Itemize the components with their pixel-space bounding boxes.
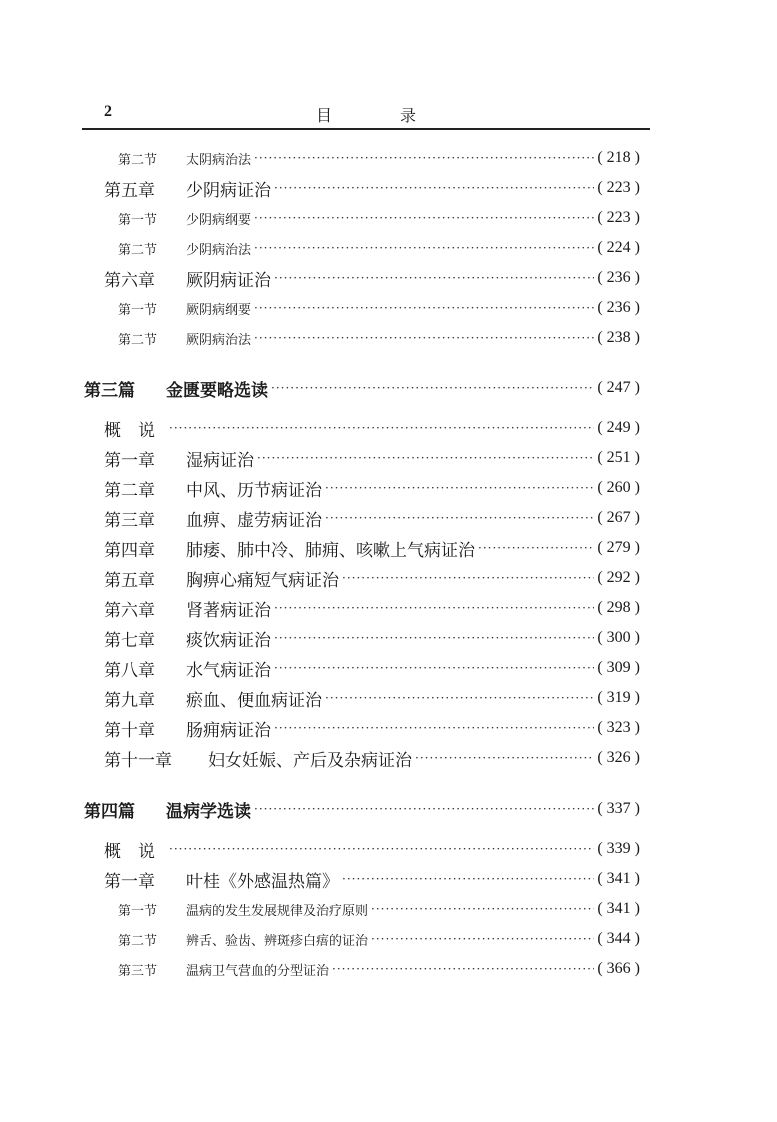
- dot-leader: [342, 571, 594, 585]
- toc-entry: [104, 745, 640, 771]
- dot-leader: [371, 932, 594, 946]
- entry-page: ( 298 ): [597, 599, 640, 616]
- entry-title: 温病的发生发展规律及治疗原则: [186, 903, 369, 919]
- toc-entry: [118, 205, 640, 231]
- entry-page: ( 339 ): [597, 840, 640, 857]
- toc-entry: [118, 325, 640, 351]
- entry-page: ( 366 ): [597, 960, 640, 977]
- entry-page: ( 292 ): [597, 569, 640, 586]
- toc-entry: [104, 655, 640, 681]
- dot-leader: [274, 721, 594, 735]
- entry-title: 中风、历节病证治: [186, 480, 322, 501]
- dot-leader: [274, 271, 594, 285]
- entry-page: ( 341 ): [597, 900, 640, 917]
- entry-page: ( 309 ): [597, 659, 640, 676]
- entry-label: 第三篇: [84, 380, 135, 401]
- entry-title: 肺痿、肺中冷、肺痈、咳嗽上气病证治: [186, 540, 475, 561]
- entry-label: 第十章: [104, 720, 155, 741]
- entry-title: 金匮要略选读: [166, 380, 268, 401]
- entry-label: 第二章: [104, 480, 155, 501]
- entry-page: ( 249 ): [597, 419, 640, 436]
- dot-leader: [254, 151, 594, 165]
- entry-label: 第五章: [104, 180, 155, 201]
- entry-page: ( 224 ): [597, 239, 640, 256]
- dot-leader: [271, 381, 594, 395]
- entry-page: ( 223 ): [597, 209, 640, 226]
- entry-label: 第一章: [104, 450, 155, 471]
- running-title: 目 录: [315, 106, 442, 125]
- dot-leader: [332, 962, 594, 976]
- toc-entry: [84, 796, 640, 822]
- dot-leader: [274, 601, 594, 615]
- entry-title: 厥阴病纲要: [186, 302, 252, 318]
- entry-label: 第一节: [118, 302, 158, 318]
- entry-title: 血痹、虚劳病证治: [186, 510, 322, 531]
- toc-entry: [104, 535, 640, 561]
- entry-page: ( 323 ): [597, 719, 640, 736]
- dot-leader: [257, 451, 594, 465]
- entry-label: 第二节: [118, 152, 158, 168]
- entry-page: ( 319 ): [597, 689, 640, 706]
- entry-label: 第十一章: [104, 750, 172, 771]
- toc-entry: [84, 375, 640, 401]
- dot-leader: [325, 481, 594, 495]
- dot-leader: [169, 421, 594, 435]
- entry-title: 妇女妊娠、产后及杂病证治: [208, 750, 412, 771]
- entry-label: 第三节: [118, 963, 158, 979]
- entry-title: 瘀血、便血病证治: [186, 690, 322, 711]
- entry-label: 第四章: [104, 540, 155, 561]
- entry-title: 痰饮病证治: [186, 630, 271, 651]
- dot-leader: [325, 511, 594, 525]
- entry-title: 厥阴病证治: [186, 270, 271, 291]
- entry-page: ( 341 ): [597, 870, 640, 887]
- entry-title: 少阴病纲要: [186, 212, 252, 228]
- entry-label: 第七章: [104, 630, 155, 651]
- toc-entry: [104, 836, 640, 862]
- entry-label: 第二节: [118, 933, 158, 949]
- toc-entry: [104, 505, 640, 531]
- toc-entry: [118, 145, 640, 171]
- toc-entry: [104, 866, 640, 892]
- entry-label: 第二节: [118, 332, 158, 348]
- entry-page: ( 300 ): [597, 629, 640, 646]
- dot-leader: [254, 331, 594, 345]
- toc-entry: [104, 445, 640, 471]
- entry-title: 温病学选读: [166, 801, 251, 822]
- entry-label: 第六章: [104, 270, 155, 291]
- dot-leader: [169, 842, 594, 856]
- toc-entry: [104, 475, 640, 501]
- entry-page: ( 260 ): [597, 479, 640, 496]
- dot-leader: [415, 751, 594, 765]
- entry-title: 胸痹心痛短气病证治: [186, 570, 339, 591]
- entry-page: ( 337 ): [597, 800, 640, 817]
- dot-leader: [274, 661, 594, 675]
- toc-entry: [118, 896, 640, 922]
- entry-label: 第二节: [118, 242, 158, 258]
- toc-entry: [104, 595, 640, 621]
- entry-title: 太阴病治法: [186, 152, 252, 168]
- dot-leader: [254, 802, 594, 816]
- entry-label: 第一节: [118, 903, 158, 919]
- entry-label: 第三章: [104, 510, 155, 531]
- dot-leader: [371, 902, 594, 916]
- entry-page: ( 344 ): [597, 930, 640, 947]
- toc-entry: [118, 295, 640, 321]
- entry-label: 概 说: [104, 841, 155, 862]
- dot-leader: [274, 631, 594, 645]
- entry-page: ( 238 ): [597, 329, 640, 346]
- entry-title: 少阴病证治: [186, 180, 271, 201]
- entry-title: 肠痈病证治: [186, 720, 271, 741]
- entry-page: ( 236 ): [597, 269, 640, 286]
- dot-leader: [342, 872, 594, 886]
- entry-label: 第五章: [104, 570, 155, 591]
- page-number: 2: [104, 103, 112, 120]
- toc-entry: [104, 265, 640, 291]
- entry-title: 辨舌、验齿、辨斑疹白痦的证治: [186, 933, 369, 949]
- toc-entry: [104, 625, 640, 651]
- entry-label: 第一章: [104, 871, 155, 892]
- dot-leader: [325, 691, 594, 705]
- toc-entry: [118, 956, 640, 982]
- entry-page: ( 279 ): [597, 539, 640, 556]
- dot-leader: [478, 541, 594, 555]
- entry-label: 第六章: [104, 600, 155, 621]
- entry-page: ( 326 ): [597, 749, 640, 766]
- entry-label: 第八章: [104, 660, 155, 681]
- entry-page: ( 223 ): [597, 179, 640, 196]
- entry-title: 厥阴病治法: [186, 332, 252, 348]
- toc-entry: [104, 715, 640, 741]
- toc-entry: [118, 235, 640, 261]
- dot-leader: [254, 301, 594, 315]
- dot-leader: [274, 181, 594, 195]
- entry-page: ( 251 ): [597, 449, 640, 466]
- entry-title: 湿病证治: [186, 450, 254, 471]
- entry-title: 叶桂《外感温热篇》: [186, 871, 339, 892]
- toc-entry: [104, 415, 640, 441]
- entry-page: ( 247 ): [597, 379, 640, 396]
- entry-page: ( 218 ): [597, 149, 640, 166]
- entry-label: 概 说: [104, 420, 155, 441]
- entry-title: 水气病证治: [186, 660, 271, 681]
- entry-label: 第四篇: [84, 801, 135, 822]
- toc-entry: [118, 926, 640, 952]
- toc-entry: [104, 175, 640, 201]
- dot-leader: [254, 241, 594, 255]
- dot-leader: [254, 211, 594, 225]
- entry-title: 肾著病证治: [186, 600, 271, 621]
- toc-entry: [104, 685, 640, 711]
- toc-entry: [104, 565, 640, 591]
- entry-label: 第九章: [104, 690, 155, 711]
- entry-title: 少阴病治法: [186, 242, 252, 258]
- entry-page: ( 267 ): [597, 509, 640, 526]
- entry-label: 第一节: [118, 212, 158, 228]
- entry-page: ( 236 ): [597, 299, 640, 316]
- entry-title: 温病卫气营血的分型证治: [186, 963, 330, 979]
